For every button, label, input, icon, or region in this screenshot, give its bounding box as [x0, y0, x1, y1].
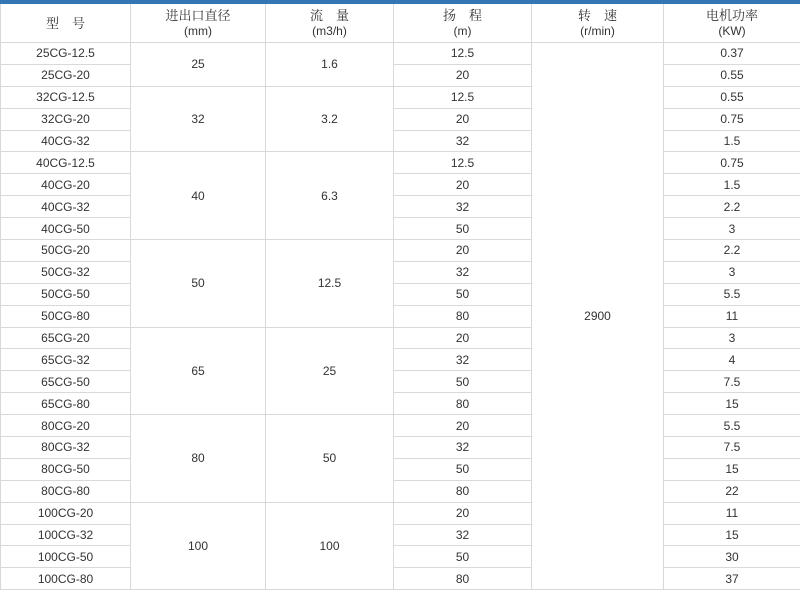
col-header-model-label: 型 号: [1, 15, 130, 32]
head-cell: 80: [394, 393, 532, 415]
flow-cell: 3.2: [266, 86, 394, 152]
head-cell: 32: [394, 349, 532, 371]
col-header-model: [1, 4, 131, 43]
table-row: [1, 305, 800, 327]
power-cell: 30: [664, 546, 800, 568]
flow-cell: 6.3: [266, 152, 394, 240]
model-cell: 32CG-20: [1, 108, 131, 130]
table-row: [1, 327, 800, 349]
header-row: [1, 4, 800, 43]
table-row: [1, 502, 800, 524]
table-row: [1, 480, 800, 502]
head-cell: 20: [394, 64, 532, 86]
power-cell: 37: [664, 568, 800, 590]
model-cell: 50CG-32: [1, 261, 131, 283]
head-cell: 80: [394, 568, 532, 590]
table-row: [1, 174, 800, 196]
col-header-diameter-unit: (mm): [131, 24, 265, 39]
model-cell: 65CG-50: [1, 371, 131, 393]
model-cell: 80CG-32: [1, 437, 131, 459]
power-cell: 15: [664, 393, 800, 415]
diameter-cell: 25: [131, 43, 266, 87]
power-cell: 5.5: [664, 415, 800, 437]
spec-table-body: [1, 43, 800, 590]
power-cell: 7.5: [664, 437, 800, 459]
power-cell: 11: [664, 502, 800, 524]
power-cell: 0.37: [664, 43, 800, 65]
head-cell: 32: [394, 130, 532, 152]
table-row: [1, 371, 800, 393]
pump-spec-table: [0, 4, 800, 590]
model-cell: 40CG-12.5: [1, 152, 131, 174]
model-cell: 40CG-32: [1, 130, 131, 152]
power-cell: 1.5: [664, 130, 800, 152]
head-cell: 32: [394, 437, 532, 459]
model-cell: 25CG-20: [1, 64, 131, 86]
head-cell: 20: [394, 108, 532, 130]
model-cell: 40CG-32: [1, 196, 131, 218]
model-cell: 25CG-12.5: [1, 43, 131, 65]
head-cell: 32: [394, 196, 532, 218]
table-row: [1, 43, 800, 65]
speed-cell: 2900: [532, 43, 664, 590]
power-cell: 2.2: [664, 240, 800, 262]
power-cell: 3: [664, 261, 800, 283]
model-cell: 50CG-80: [1, 305, 131, 327]
table-row: [1, 218, 800, 240]
head-cell: 12.5: [394, 152, 532, 174]
flow-cell: 1.6: [266, 43, 394, 87]
model-cell: 40CG-50: [1, 218, 131, 240]
table-row: [1, 568, 800, 590]
head-cell: 32: [394, 261, 532, 283]
diameter-cell: 32: [131, 86, 266, 152]
power-cell: 0.75: [664, 152, 800, 174]
table-row: [1, 108, 800, 130]
flow-cell: 12.5: [266, 240, 394, 328]
head-cell: 32: [394, 524, 532, 546]
head-cell: 12.5: [394, 43, 532, 65]
model-cell: 50CG-50: [1, 283, 131, 305]
power-cell: 1.5: [664, 174, 800, 196]
table-row: [1, 152, 800, 174]
power-cell: 3: [664, 327, 800, 349]
head-cell: 20: [394, 502, 532, 524]
model-cell: 100CG-80: [1, 568, 131, 590]
table-row: [1, 240, 800, 262]
head-cell: 50: [394, 371, 532, 393]
head-cell: 12.5: [394, 86, 532, 108]
head-cell: 50: [394, 546, 532, 568]
head-cell: 20: [394, 327, 532, 349]
col-header-flow-label: 流 量: [266, 7, 393, 24]
head-cell: 20: [394, 240, 532, 262]
diameter-cell: 50: [131, 240, 266, 328]
flow-cell: 25: [266, 327, 394, 415]
table-row: [1, 261, 800, 283]
table-row: [1, 86, 800, 108]
col-header-power-unit: (KW): [664, 24, 800, 39]
model-cell: 65CG-20: [1, 327, 131, 349]
power-cell: 22: [664, 480, 800, 502]
head-cell: 20: [394, 415, 532, 437]
diameter-cell: 65: [131, 327, 266, 415]
table-row: [1, 349, 800, 371]
model-cell: 80CG-20: [1, 415, 131, 437]
power-cell: 4: [664, 349, 800, 371]
head-cell: 50: [394, 458, 532, 480]
model-cell: 100CG-50: [1, 546, 131, 568]
table-row: [1, 415, 800, 437]
col-header-power: [664, 4, 800, 43]
flow-cell: 100: [266, 502, 394, 590]
power-cell: 2.2: [664, 196, 800, 218]
head-cell: 50: [394, 283, 532, 305]
col-header-flow: [266, 4, 394, 43]
col-header-diameter: [131, 4, 266, 43]
power-cell: 5.5: [664, 283, 800, 305]
model-cell: 40CG-20: [1, 174, 131, 196]
power-cell: 7.5: [664, 371, 800, 393]
col-header-speed-unit: (r/min): [532, 24, 663, 39]
model-cell: 65CG-32: [1, 349, 131, 371]
flow-cell: 50: [266, 415, 394, 503]
model-cell: 100CG-20: [1, 502, 131, 524]
model-cell: 80CG-80: [1, 480, 131, 502]
col-header-speed-label: 转 速: [532, 7, 663, 24]
col-header-power-label: 电机功率: [664, 7, 800, 24]
head-cell: 80: [394, 305, 532, 327]
table-row: [1, 524, 800, 546]
col-header-diameter-label: 进出口直径: [131, 7, 265, 24]
diameter-cell: 100: [131, 502, 266, 590]
table-row: [1, 393, 800, 415]
table-row: [1, 196, 800, 218]
diameter-cell: 80: [131, 415, 266, 503]
power-cell: 0.55: [664, 86, 800, 108]
model-cell: 65CG-80: [1, 393, 131, 415]
col-header-head-label: 扬 程: [394, 7, 531, 24]
table-row: [1, 546, 800, 568]
table-row: [1, 130, 800, 152]
model-cell: 80CG-50: [1, 458, 131, 480]
head-cell: 80: [394, 480, 532, 502]
diameter-cell: 40: [131, 152, 266, 240]
power-cell: 11: [664, 305, 800, 327]
power-cell: 0.55: [664, 64, 800, 86]
table-row: [1, 64, 800, 86]
power-cell: 0.75: [664, 108, 800, 130]
model-cell: 32CG-12.5: [1, 86, 131, 108]
head-cell: 20: [394, 174, 532, 196]
table-row: [1, 437, 800, 459]
model-cell: 50CG-20: [1, 240, 131, 262]
head-cell: 50: [394, 218, 532, 240]
power-cell: 15: [664, 524, 800, 546]
col-header-head-unit: (m): [394, 24, 531, 39]
power-cell: 15: [664, 458, 800, 480]
table-row: [1, 283, 800, 305]
col-header-flow-unit: (m3/h): [266, 24, 393, 39]
col-header-head: [394, 4, 532, 43]
model-cell: 100CG-32: [1, 524, 131, 546]
power-cell: 3: [664, 218, 800, 240]
table-row: [1, 458, 800, 480]
col-header-speed: [532, 4, 664, 43]
